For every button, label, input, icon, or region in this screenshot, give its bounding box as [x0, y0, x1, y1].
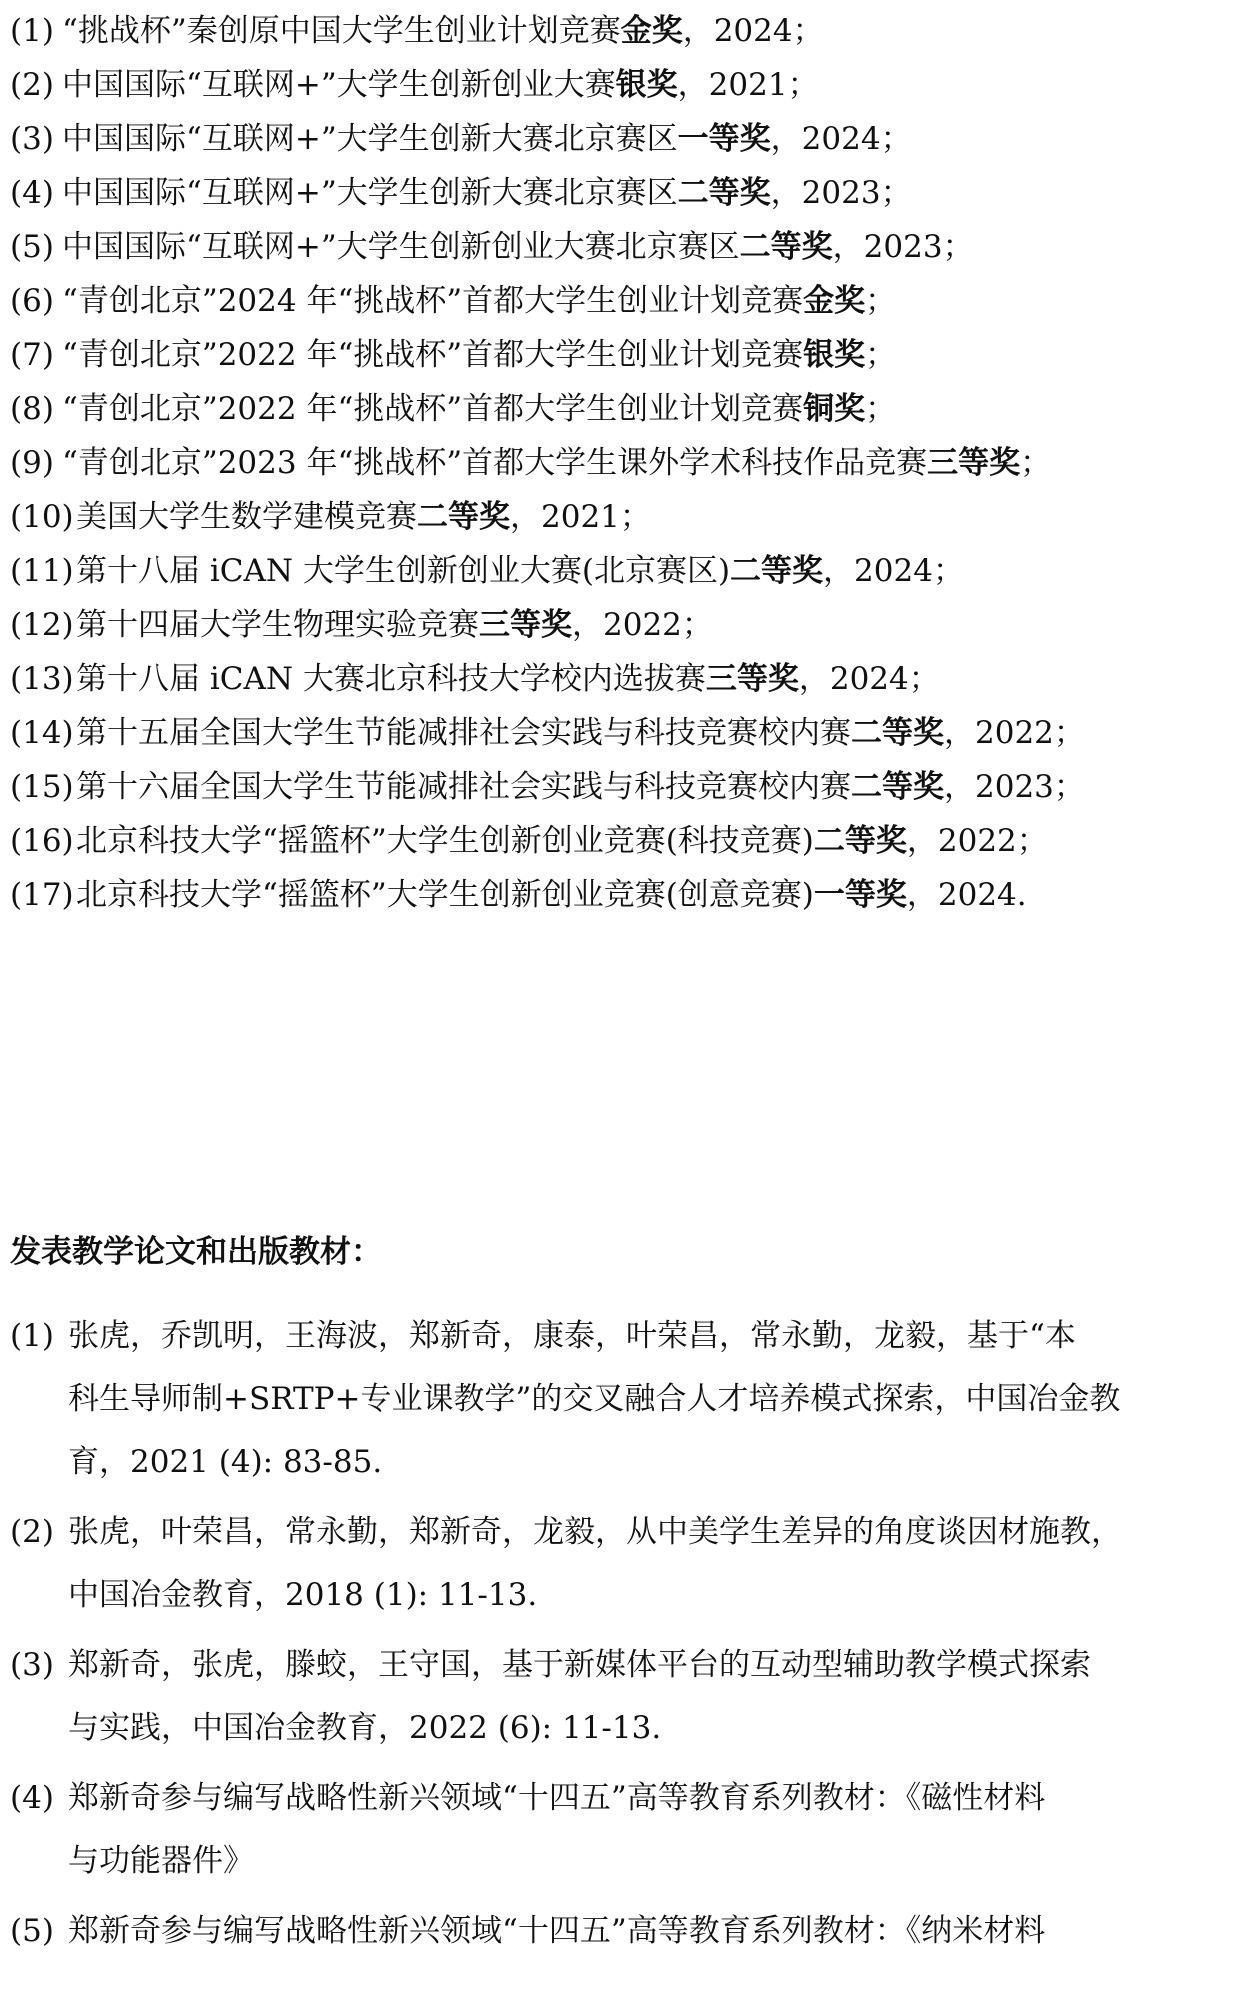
- award-level: 一等奖: [813, 877, 907, 913]
- award-item-11: [10, 551, 1235, 591]
- award-level: 二等奖: [677, 175, 771, 211]
- publication-item-2: [10, 1512, 1232, 1615]
- award-number: (8): [10, 391, 54, 427]
- publication-item-5: [10, 1911, 1232, 1951]
- award-text: 第十八届 iCAN 大赛北京科技大学校内选拔赛: [76, 661, 706, 697]
- award-number: (3): [10, 121, 54, 157]
- award-number: (14): [10, 715, 74, 751]
- award-item-15: [10, 767, 1235, 807]
- award-item-13: [10, 659, 1235, 699]
- award-number: (16): [10, 823, 74, 859]
- award-item-10: [10, 497, 1235, 537]
- award-item-1: [10, 11, 1235, 51]
- award-year: ；: [865, 283, 897, 319]
- award-number: (4): [10, 175, 54, 211]
- award-number: (13): [10, 661, 74, 697]
- award-text: 第十五届全国大学生节能减排社会实践与科技竞赛校内赛: [76, 715, 851, 751]
- publication-line: 中国冶金教育，2018 (1): 11-13.: [68, 1577, 538, 1613]
- publication-number: (3): [10, 1647, 54, 1683]
- section-heading: 发表教学论文和出版教材：: [10, 1234, 382, 1270]
- award-year: ，2021；: [677, 67, 819, 103]
- award-text: 中国国际“互联网+”大学生创新大赛北京赛区: [62, 121, 678, 157]
- award-item-6: [10, 281, 1235, 321]
- award-year: ，2024；: [823, 553, 964, 589]
- award-text: 中国国际“互联网+”大学生创新大赛北京赛区: [62, 175, 678, 211]
- award-text: “青创北京”2024 年“挑战杯”首都大学生创业计划竞赛: [62, 283, 804, 319]
- award-year: ，2023；: [944, 769, 1085, 805]
- award-year: ，2022；: [572, 607, 713, 643]
- award-number: (12): [10, 607, 74, 643]
- publication-line: 郑新奇参与编写战略性新兴领域“十四五”高等教育系列教材：《磁性材料: [68, 1780, 1046, 1816]
- award-item-2: [10, 65, 1235, 105]
- award-level: 二等奖: [813, 823, 907, 859]
- award-level: 银奖: [615, 67, 678, 103]
- award-number: (5): [10, 229, 54, 265]
- award-year: ，2023；: [770, 175, 912, 211]
- award-level: 二等奖: [739, 229, 833, 265]
- award-text: “挑战杯”秦创原中国大学生创业计划竞赛: [62, 13, 621, 49]
- publication-line: 与实践，中国冶金教育，2022 (6): 11-13.: [68, 1710, 662, 1746]
- award-item-3: [10, 119, 1235, 159]
- publication-line: 育，2021 (4): 83-85.: [68, 1444, 383, 1480]
- award-year: ，2022；: [944, 715, 1085, 751]
- award-level: 一等奖: [677, 121, 771, 157]
- award-level: 三等奖: [479, 607, 572, 643]
- award-text: “青创北京”2022 年“挑战杯”首都大学生创业计划竞赛: [62, 391, 804, 427]
- award-level: 二等奖: [417, 499, 510, 535]
- publication-line: 郑新奇，张虎，滕蛟，王守国，基于新媒体平台的互动型辅助教学模式探索: [68, 1647, 1091, 1683]
- publication-number: (2): [10, 1514, 54, 1550]
- award-text: 第十六届全国大学生节能减排社会实践与科技竞赛校内赛: [76, 769, 851, 805]
- award-level: 二等奖: [730, 553, 824, 589]
- award-item-7: [10, 335, 1235, 375]
- publication-line: 科生导师制+SRTP+专业课教学”的交叉融合人才培养模式探索，中国冶金教: [68, 1381, 1121, 1417]
- award-item-16: [10, 821, 1235, 861]
- award-number: (9): [10, 445, 54, 481]
- award-year: ，2023；: [832, 229, 974, 265]
- award-level: 铜奖: [803, 391, 866, 427]
- publication-line: 张虎，乔凯明，王海波，郑新奇，康泰，叶荣昌，常永勤，龙毅，基于“本: [68, 1318, 1076, 1354]
- award-number: (15): [10, 769, 74, 805]
- award-level: 金奖: [620, 13, 683, 49]
- award-text: 北京科技大学“摇篮杯”大学生创新创业竞赛(科技竞赛): [76, 823, 814, 859]
- award-text: “青创北京”2022 年“挑战杯”首都大学生创业计划竞赛: [62, 337, 804, 373]
- publication-item-4: [10, 1778, 1232, 1881]
- award-text: 第十八届 iCAN 大学生创新创业大赛(北京赛区): [76, 553, 731, 589]
- award-item-9: [10, 443, 1235, 483]
- publication-number: (1): [10, 1318, 54, 1354]
- publication-line: 与功能器件》: [68, 1843, 254, 1879]
- award-year: ，2024.: [906, 877, 1027, 913]
- award-item-5: [10, 227, 1235, 267]
- award-level: 三等奖: [927, 445, 1021, 481]
- award-item-14: [10, 713, 1235, 753]
- award-number: (6): [10, 283, 54, 319]
- award-number: (7): [10, 337, 54, 373]
- award-level: 二等奖: [851, 769, 944, 805]
- award-level: 三等奖: [705, 661, 799, 697]
- award-number: (1): [10, 13, 54, 49]
- publication-line: 张虎，叶荣昌，常永勤，郑新奇，龙毅，从中美学生差异的角度谈因材施教，: [68, 1514, 1122, 1550]
- award-text: 北京科技大学“摇篮杯”大学生创新创业竞赛(创意竞赛): [76, 877, 814, 913]
- publication-number: (5): [10, 1913, 54, 1949]
- award-level: 金奖: [803, 283, 866, 319]
- award-number: (11): [10, 553, 74, 589]
- award-text: “青创北京”2023 年“挑战杯”首都大学生课外学术科技作品竞赛: [62, 445, 928, 481]
- award-text: 中国国际“互联网+”大学生创新创业大赛: [62, 67, 616, 103]
- award-text: 美国大学生数学建模竞赛: [76, 499, 417, 535]
- award-number: (10): [10, 499, 74, 535]
- award-year: ；: [1020, 445, 1052, 481]
- award-year: ，2024；: [798, 661, 940, 697]
- publication-item-1: [10, 1316, 1232, 1482]
- award-item-12: [10, 605, 1235, 645]
- award-item-4: [10, 173, 1235, 213]
- award-number: (2): [10, 67, 54, 103]
- award-level: 银奖: [803, 337, 866, 373]
- publication-line: 郑新奇参与编写战略性新兴领域“十四五”高等教育系列教材：《纳米材料: [68, 1913, 1046, 1949]
- award-level: 二等奖: [851, 715, 944, 751]
- award-year: ；: [865, 391, 897, 427]
- award-text: 中国国际“互联网+”大学生创新创业大赛北京赛区: [62, 229, 740, 265]
- award-number: (17): [10, 877, 74, 913]
- award-year: ，2024；: [682, 13, 824, 49]
- award-year: ，2022；: [906, 823, 1048, 859]
- award-year: ，2021；: [510, 499, 651, 535]
- award-year: ，2024；: [770, 121, 912, 157]
- award-text: 第十四届大学生物理实验竞赛: [76, 607, 479, 643]
- publication-number: (4): [10, 1780, 54, 1816]
- award-item-8: [10, 389, 1235, 429]
- award-item-17: [10, 875, 1235, 915]
- award-year: ；: [865, 337, 897, 373]
- publication-item-3: [10, 1645, 1232, 1748]
